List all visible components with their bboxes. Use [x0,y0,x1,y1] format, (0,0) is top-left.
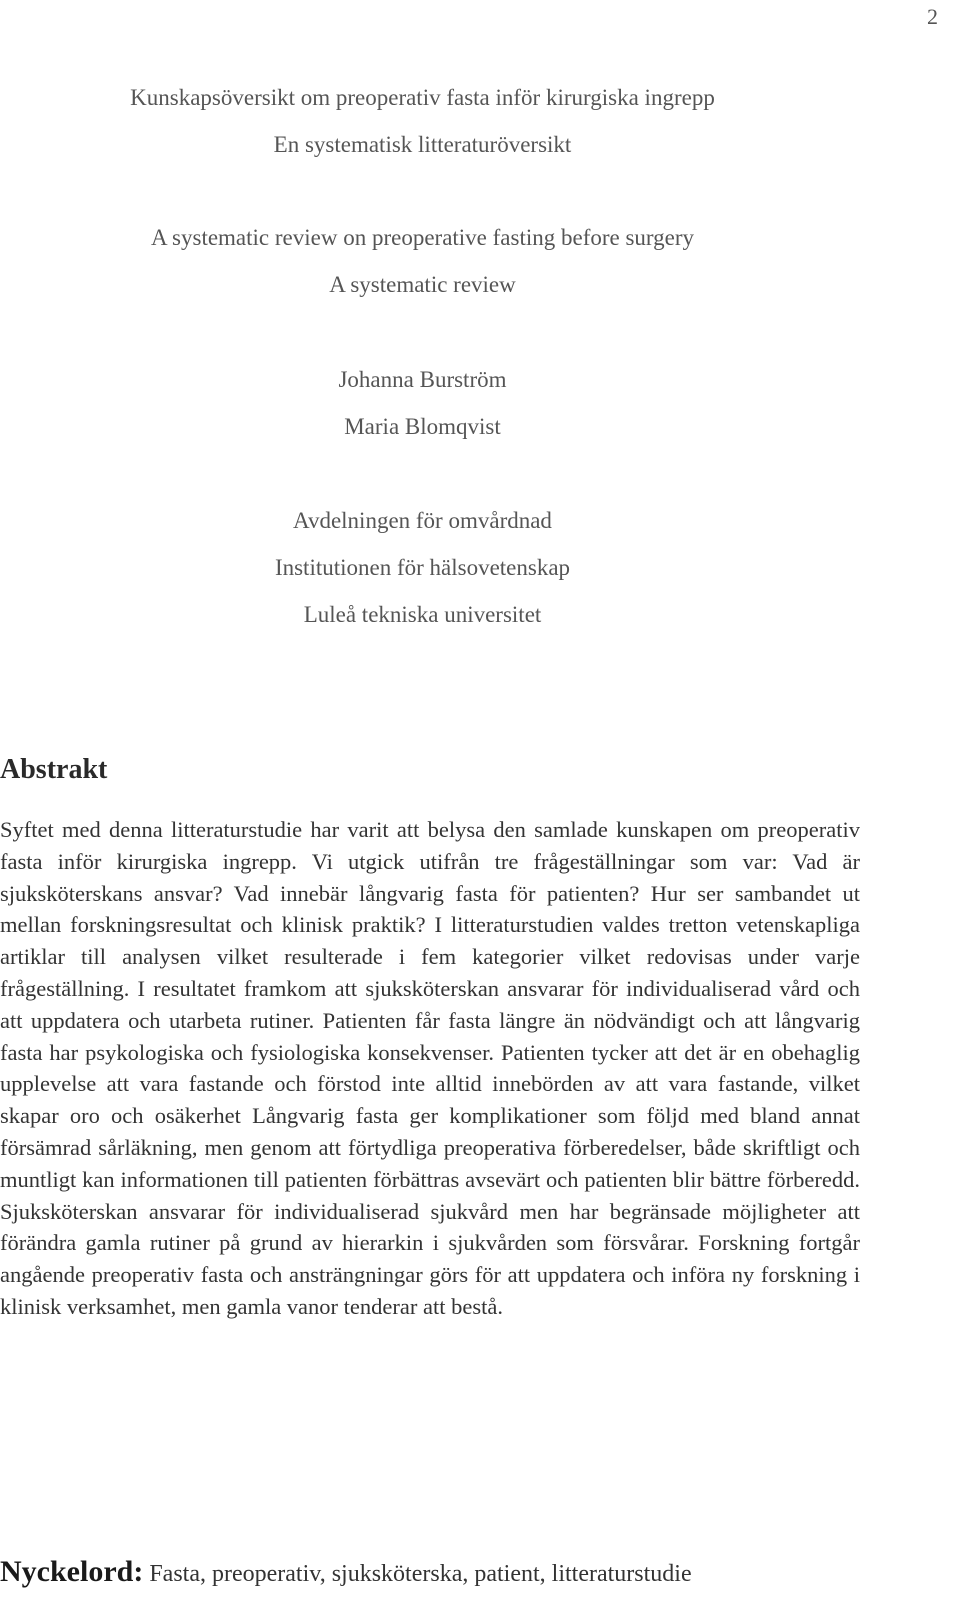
page-number: 2 [927,4,938,29]
keywords-text: Fasta, preoperativ, sjuksköterska, patient, litteraturstudie [149,1561,692,1587]
english-subtitle: A systematic review [329,272,516,297]
affiliation-block [0,497,845,638]
english-title-block [0,214,845,308]
abstract-heading: Abstrakt [0,754,108,785]
author-name: Johanna Burström [338,367,507,392]
swedish-title: Kunskapsöversikt om preoperativ fasta inför kirurgiska ingrepp [130,85,715,110]
affiliation-university: Luleå tekniska universitet [303,602,542,627]
affiliation-department: Avdelningen för omvårdnad [293,508,552,533]
english-title: A systematic review on preoperative fasting before surgery [150,225,695,250]
keywords-line [0,1555,920,1589]
swedish-title-block [0,74,845,168]
authors-block [0,356,845,450]
author-name: Maria Blomqvist [344,414,501,439]
swedish-subtitle: En systematisk litteraturöversikt [273,132,572,157]
keywords-label: Nyckelord: [0,1555,144,1588]
abstract-body: Syftet med denna litteraturstudie har varit att belysa den samlade kunskapen om preoperativ fasta inför kirurgiska ingrepp. Vi utgick utifrån tre frågeställningar som var: Vad är sjuksköterskans ansvar? Vad innebär långvarig fasta för patienten? Hur ser sambandet ut mellan forskningsresultat och klinisk praktik? I litteraturstudien valdes tretton vetenskapliga artiklar till analysen vilket resulterade i fem kategorier vilket redovisas under varje frågeställning. I resultatet framkom att sjuksköterskan ansvarar för individualiserad vård och att uppdatera och utarbeta rutiner. Patienten får fasta längre än nödvändigt och att långvarig fasta har psykologiska och fysiologiska konsekvenser. Patienten tycker att det är en obehaglig upplevelse att vara fastande och förstod inte alltid innebörden av att vara fastande, vilket skapar oro och osäkerhet Långvarig fasta ger komplikationer som följd med bland annat försämrad sårläkning, men genom att förtydliga preoperativa förberedelser, både skriftligt och muntligt kan informationen till patienten förbättras avsevärt och patienten blir bättre förberedd. Sjuksköterskan ansvarar för individualiserad sjukvård men har begränsade möjligheter att förändra gamla rutiner på grund av hierarkin i sjukvården som försvårar. Forskning fortgår angående preoperativ fasta och ansträngningar görs för att uppdatera och införa ny forskning i klinisk verksamhet, men gamla vanor tenderar att bestå. [0,817,860,1319]
affiliation-institution: Institutionen för hälsovetenskap [274,555,571,580]
